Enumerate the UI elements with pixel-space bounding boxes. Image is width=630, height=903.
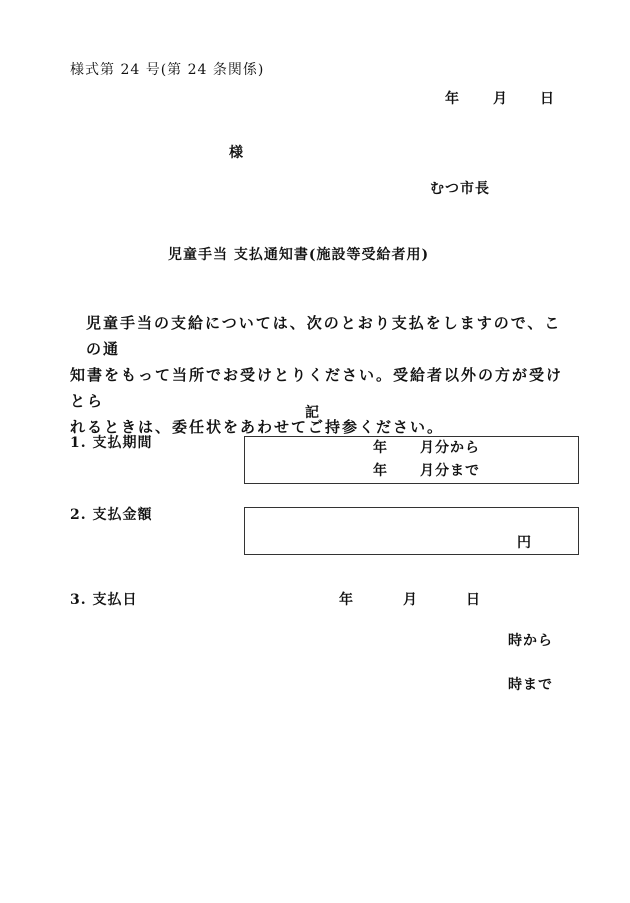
body-line-2: 知書をもって当所でお受けとりください。受給者以外の方が受けとら — [70, 366, 564, 410]
body-line-1: 児童手当の支給については、次のとおり支払をしますので、この通 — [86, 314, 562, 358]
payment-date-label: 3. 支払日 — [70, 592, 138, 608]
period-label: 1. 支払期間 — [70, 435, 153, 451]
amount-unit: 円 — [517, 535, 531, 551]
ki-heading: 記 — [305, 405, 319, 421]
payment-year-label: 年 — [339, 592, 353, 608]
payment-month-label: 月 — [403, 592, 417, 608]
document-title: 児童手当 支払通知書(施設等受給者用) — [168, 247, 430, 263]
date-year-label: 年 — [445, 91, 459, 107]
time-to-label: 時まで — [508, 677, 553, 693]
period-box — [244, 436, 579, 484]
period-from-year: 年 — [373, 440, 387, 456]
form-number: 様式第 24 号(第 24 条関係) — [70, 62, 265, 78]
body-line-3: れるときは、委任状をあわせてご持参ください。 — [70, 418, 445, 436]
period-from-month: 月分から — [420, 440, 480, 456]
amount-label: 2. 支払金額 — [70, 507, 153, 523]
payment-day-label: 日 — [466, 592, 480, 608]
period-to-month: 月分まで — [420, 463, 480, 479]
body-paragraph — [70, 310, 570, 440]
time-from-label: 時から — [508, 633, 553, 649]
date-day-label: 日 — [540, 91, 554, 107]
issuer-name: むつ市長 — [430, 181, 490, 197]
addressee-honorific: 様 — [229, 145, 243, 161]
date-month-label: 月 — [493, 91, 507, 107]
period-to-year: 年 — [373, 463, 387, 479]
